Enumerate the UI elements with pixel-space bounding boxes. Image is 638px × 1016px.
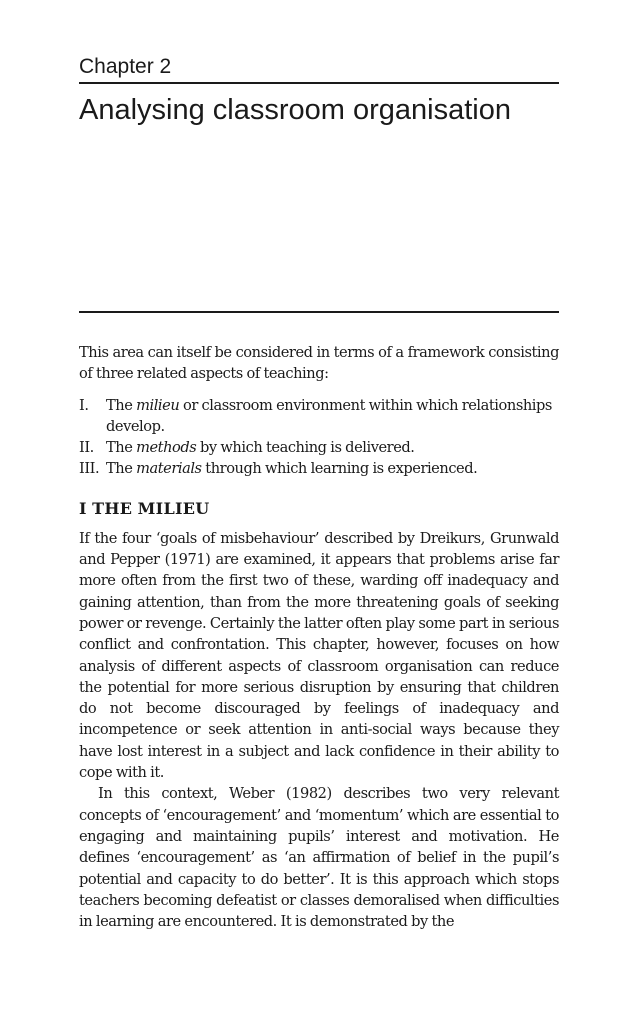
- aspects-list: [79, 395, 559, 480]
- list-text: through which learning is experienced.: [201, 460, 478, 478]
- list-numeral: I.: [79, 396, 89, 414]
- list-prefix: The: [106, 439, 137, 457]
- list-item: [79, 395, 559, 438]
- paragraph: In this context, Weber (1982) describes two very relevant concepts of ‘encouragement’ and ‘momentum’ which are essential to engaging and maintaining pupils’ interest and motivation. He defines ‘encouragement’ as ‘an affirmation of belief in the pupil’s potential and capacity to do better’. It is this approach which stops teachers becoming defeatist or classes demoralised when difficulties in learning are encountered. It is demonstrated by the: [79, 785, 559, 931]
- body-text: [79, 342, 559, 932]
- list-prefix: The: [106, 460, 137, 478]
- list-text: or classroom environment within which relationships develop.: [106, 396, 552, 435]
- list-item: [79, 437, 559, 458]
- list-prefix: The: [106, 396, 137, 414]
- section-heading: I THE MILIEU: [79, 498, 210, 518]
- list-item: [79, 458, 559, 479]
- top-rule: [79, 82, 559, 84]
- intro-paragraph: This area can itself be considered in terms of a framework consisting of three related aspects of teaching:: [79, 344, 559, 383]
- list-term: materials: [136, 460, 202, 478]
- list-term: methods: [136, 439, 197, 457]
- list-text: by which teaching is delivered.: [196, 439, 415, 457]
- bottom-rule: [79, 311, 559, 313]
- list-numeral: III.: [79, 460, 100, 478]
- list-term: milieu: [136, 396, 180, 414]
- chapter-label: Chapter 2: [79, 55, 172, 78]
- list-numeral: II.: [79, 439, 94, 457]
- paragraph: If the four ‘goals of misbehaviour’ described by Dreikurs, Grunwald and Pepper (1971) are examined, it appears that problems arise far more often from the first two of these, warding off inadequacy and gaining attention, than from the more threatening goals of seeking power or revenge. Certainly the latter often play some part in serious conflict and confrontation. This chapter, however, focuses on how analysis of different aspects of classroom organisation can reduce the potential for more serious disruption by ensuring that children do not become discouraged by feelings of inadequacy and incompetence or seek attention in anti-social ways because they have lost interest in a subject and lack confidence in their ability to cope with it.: [79, 529, 559, 782]
- chapter-title: Analysing classroom organisation: [79, 94, 511, 126]
